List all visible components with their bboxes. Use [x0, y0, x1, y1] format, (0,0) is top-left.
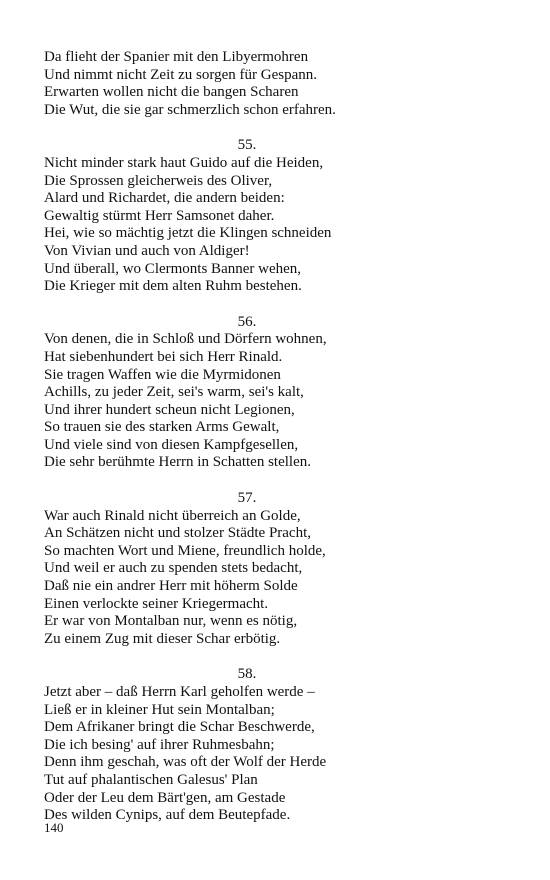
- page-number: 140: [44, 820, 64, 835]
- stanza: [44, 137, 504, 295]
- verse-line: Und überall, wo Clermonts Banner wehen,: [44, 260, 302, 277]
- verse-line: Dem Afrikaner bringt die Schar Beschwerde,: [44, 719, 315, 736]
- verse-line: Die Sprossen gleicherweis des Oliver,: [44, 172, 273, 189]
- verse-line: Tut auf phalantischen Galesus' Plan: [44, 771, 258, 788]
- verse-line: Des wilden Cynips, auf dem Beutepfade.: [44, 807, 291, 824]
- verse-line: Da flieht der Spanier mit den Libyermohren: [44, 49, 309, 65]
- stanza: [44, 49, 504, 119]
- verse-line: Jetzt aber – daß Herrn Karl geholfen werde –: [44, 684, 315, 700]
- verse-line: Und nimmt nicht Zeit zu sorgen für Gespann.: [44, 66, 318, 83]
- verse-line: Daß nie ein andrer Herr mit höherm Solde: [44, 578, 298, 595]
- verse-line: Und ihrer hundert scheun nicht Legionen,: [44, 401, 295, 418]
- verse-line: Sie tragen Waffen wie die Myrmidonen: [44, 366, 281, 383]
- verse-line: So trauen sie des starken Arms Gewalt,: [44, 419, 280, 436]
- verse-line: War auch Rinald nicht überreich an Golde,: [44, 507, 301, 524]
- stanza-number: 57.: [237, 490, 257, 507]
- verse-line: Denn ihm geschah, was oft der Wolf der Herde: [44, 754, 327, 771]
- page-text: [44, 49, 504, 825]
- verse-line: Oder der Leu dem Bärt'gen, am Gestade: [44, 789, 286, 806]
- stanza: [44, 314, 504, 472]
- verse-line: An Schätzen nicht und stolzer Städte Pracht,: [44, 525, 312, 542]
- verse-line: Zu einem Zug mit dieser Schar erbötig.: [44, 630, 281, 647]
- verse-line: Hat siebenhundert bei sich Herr Rinald.: [44, 348, 283, 365]
- stanza-number: 55.: [237, 137, 257, 154]
- verse-line: So machten Wort und Miene, freundlich holde,: [44, 542, 326, 559]
- stanza: [44, 490, 504, 648]
- stanza: [44, 666, 504, 824]
- verse-line: Achills, zu jeder Zeit, sei's warm, sei's kalt,: [44, 384, 304, 401]
- stanza-number: 58.: [237, 666, 257, 683]
- verse-line: Ließ er in kleiner Hut sein Montalban;: [44, 701, 275, 718]
- verse-line: Die Wut, die sie gar schmerzlich schon erfahren.: [44, 101, 336, 118]
- verse-line: Gewaltig stürmt Herr Samsonet daher.: [44, 207, 275, 224]
- verse-line: Alard und Richardet, die andern beiden:: [44, 190, 285, 207]
- verse-line: Und weil er auch zu spenden stets bedacht,: [44, 560, 303, 577]
- verse-line: Einen verlockte seiner Kriegermacht.: [44, 595, 269, 612]
- verse-line: Hei, wie so mächtig jetzt die Klingen schneiden: [44, 225, 332, 242]
- stanza-number: 56.: [237, 313, 257, 330]
- verse-line: Die Krieger mit dem alten Ruhm bestehen.: [44, 278, 302, 295]
- verse-line: Erwarten wollen nicht die bangen Scharen: [44, 84, 299, 101]
- verse-line: Von denen, die in Schloß und Dörfern wohnen,: [44, 331, 327, 348]
- verse-line: Die sehr berühmte Herrn in Schatten stellen.: [44, 454, 311, 471]
- verse-line: Nicht minder stark haut Guido auf die Heiden,: [44, 154, 324, 171]
- verse-line: Von Vivian und auch von Aldiger!: [44, 242, 250, 259]
- verse-line: Und viele sind von diesen Kampfgesellen,: [44, 436, 299, 453]
- verse-line: Er war von Montalban nur, wenn es nötig,: [44, 613, 298, 630]
- verse-line: Die ich besing' auf ihrer Ruhmesbahn;: [44, 736, 275, 753]
